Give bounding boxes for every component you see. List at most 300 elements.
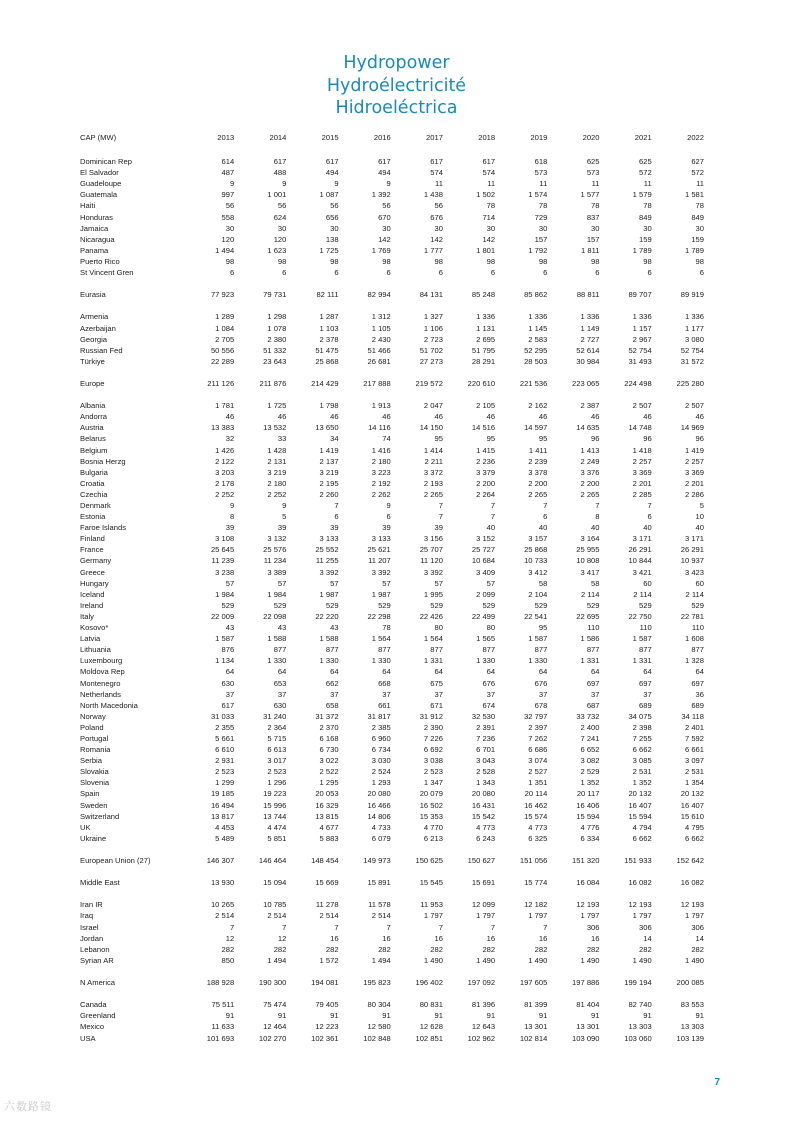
table-cell: 2 105 [476, 401, 496, 411]
table-cell: 2 260 [319, 489, 339, 499]
table-cell: 1 789 [684, 245, 704, 255]
row-label: Jamaica [80, 223, 109, 233]
table-row [80, 445, 704, 456]
table-cell: 1 298 [267, 312, 287, 322]
table-cell: 617 [482, 157, 496, 167]
table-cell: 3 133 [371, 534, 391, 544]
table-cell: 46 [434, 412, 443, 422]
table-row [80, 910, 704, 921]
table-cell: 9 [282, 501, 287, 510]
table-cell: 1 564 [371, 634, 391, 644]
table-cell: 15 691 [471, 878, 496, 888]
table-cell: 2 378 [319, 334, 339, 344]
row-label: Sweden [80, 800, 108, 810]
table-cell: 572 [691, 168, 704, 178]
table-cell: 3 219 [319, 467, 339, 477]
table-cell: 2 529 [580, 767, 600, 777]
table-cell: 1 438 [423, 190, 443, 200]
table-cell: 3 108 [215, 534, 235, 544]
table-row [80, 855, 704, 866]
table-cell: 148 454 [311, 856, 339, 865]
table-cell: 2 727 [580, 334, 600, 344]
table-cell: 1 354 [684, 778, 704, 788]
table-cell: 25 727 [471, 545, 496, 555]
table-row [80, 922, 704, 933]
table-cell: 9 [386, 501, 391, 510]
table-cell: 617 [430, 157, 443, 167]
table-cell: 98 [486, 256, 496, 266]
table-cell: 3 238 [215, 567, 235, 577]
row-label: Jordan [80, 933, 104, 943]
table-cell: 494 [378, 168, 391, 178]
table-cell: 1 411 [528, 445, 548, 455]
table-cell: 22 695 [576, 611, 600, 621]
table-cell: 529 [534, 600, 548, 610]
table-cell: 1 798 [319, 401, 339, 411]
table-cell: 197 605 [519, 978, 548, 988]
table-cell: 57 [330, 578, 339, 588]
table-cell: 1 579 [632, 190, 652, 200]
table-cell: 282 [639, 944, 652, 954]
table-cell: 80 304 [367, 1000, 391, 1010]
table-cell: 3 379 [476, 467, 496, 477]
table-cell: 2 180 [371, 456, 391, 466]
table-cell: 617 [221, 700, 235, 710]
table-row [80, 167, 704, 178]
table-row [80, 378, 704, 389]
table-cell: 573 [586, 168, 600, 178]
table-cell: 7 [282, 922, 287, 932]
table-cell: 2 723 [423, 334, 443, 344]
table-cell: 11 278 [315, 900, 339, 910]
table-cell: 28 503 [524, 356, 548, 366]
table-cell: 3 372 [423, 467, 443, 477]
table-cell: 1 106 [423, 323, 443, 333]
table-cell: 1 351 [528, 778, 548, 788]
table-cell: 1 087 [319, 190, 339, 200]
table-cell: 14 [695, 933, 704, 943]
table-cell: 1 336 [684, 312, 704, 322]
table-cell: 877 [430, 645, 443, 655]
table-cell: 2 257 [632, 456, 652, 466]
table-cell: 98 [277, 256, 287, 266]
table-cell: 43 [330, 623, 339, 633]
table-cell: 2 397 [528, 722, 548, 732]
table-cell: 151 320 [572, 856, 600, 865]
table-cell: 529 [221, 600, 235, 610]
table-cell: 1 352 [580, 778, 600, 788]
table-cell: 6 960 [371, 733, 391, 743]
row-label: Syrian AR [80, 955, 114, 965]
table-cell: 31 033 [210, 711, 235, 721]
table-row [80, 500, 704, 511]
table-cell: 194 081 [311, 978, 339, 988]
table-cell: 7 226 [423, 733, 443, 743]
table-cell: 15 774 [524, 878, 548, 888]
table-row [80, 544, 704, 555]
table-cell: 1 336 [580, 312, 600, 322]
table-cell: 3 369 [684, 467, 704, 477]
table-cell: 25 621 [367, 545, 391, 555]
table-cell: 103 139 [676, 1033, 704, 1043]
table-cell: 687 [586, 700, 600, 710]
table-cell: 3 156 [423, 534, 443, 544]
table-cell: 2 531 [632, 767, 652, 777]
table-cell: 157 [534, 234, 548, 244]
year-header: 2013 [217, 133, 235, 142]
table-cell: 11 [435, 179, 443, 189]
table-cell: 30 [382, 223, 391, 233]
table-cell: 32 797 [524, 711, 548, 721]
table-cell: 3 022 [319, 756, 339, 766]
table-cell: 282 [325, 944, 339, 954]
table-row [80, 289, 704, 300]
table-cell: 15 891 [367, 878, 391, 888]
table-cell: 1 157 [632, 323, 652, 333]
table-cell: 282 [430, 944, 443, 954]
row-label: Montenegro [80, 678, 121, 688]
row-label: Ireland [80, 600, 104, 610]
table-cell: 529 [273, 600, 287, 610]
table-cell: 19 185 [210, 789, 235, 799]
table-cell: 46 [330, 412, 339, 422]
table-cell: 877 [482, 645, 496, 655]
table-cell: 2 931 [215, 756, 235, 766]
table-cell: 13 817 [210, 811, 235, 821]
table-cell: 46 [382, 412, 391, 422]
table-cell: 12 [277, 933, 287, 943]
table-cell: 98 [330, 256, 339, 266]
table-cell: 1 331 [580, 656, 600, 666]
table-cell: 37 [538, 689, 548, 699]
table-cell: 64 [382, 667, 391, 677]
table-cell: 110 [691, 623, 704, 633]
table-cell: 627 [691, 157, 704, 167]
table-row [80, 178, 704, 189]
table-cell: 1 490 [528, 955, 548, 965]
table-cell: 674 [482, 700, 496, 710]
table-cell: 282 [534, 944, 548, 954]
table-cell: 5 883 [319, 833, 339, 843]
row-label: Honduras [80, 212, 113, 222]
table-cell: 8 [595, 512, 600, 522]
group-spacer [80, 367, 704, 378]
table-cell: 102 848 [363, 1033, 391, 1043]
table-cell: 188 928 [206, 978, 235, 988]
table-cell: 51 702 [419, 345, 443, 355]
table-cell: 11 [696, 179, 704, 189]
table-row [80, 156, 704, 167]
table-cell: 98 [591, 256, 600, 266]
table-cell: 529 [430, 600, 443, 610]
table-cell: 877 [534, 645, 548, 655]
table-cell: 30 984 [576, 356, 600, 366]
table-cell: 2 380 [267, 334, 287, 344]
table-cell: 56 [434, 201, 443, 211]
table-cell: 1 330 [319, 656, 339, 666]
row-label: Guatemala [80, 190, 118, 200]
table-cell: 89 919 [680, 290, 704, 300]
table-cell: 1 588 [267, 634, 287, 644]
table-cell: 689 [691, 700, 704, 710]
table-row [80, 467, 704, 478]
table-cell: 1 416 [371, 445, 391, 455]
table-cell: 2 527 [528, 767, 548, 777]
table-cell: 11 953 [420, 900, 443, 910]
table-cell: 57 [434, 578, 443, 588]
table-cell: 26 291 [628, 545, 652, 555]
table-cell: 7 [334, 501, 339, 510]
table-cell: 30 [591, 223, 600, 233]
table-cell: 43 [277, 623, 287, 633]
table-cell: 729 [534, 212, 548, 222]
table-cell: 39 [434, 523, 443, 533]
table-cell: 6 [386, 268, 391, 278]
table-cell: 624 [273, 212, 287, 222]
table-cell: 1 797 [476, 911, 496, 921]
group-spacer [80, 988, 704, 999]
table-row [80, 811, 704, 822]
table-cell: 2 391 [476, 722, 496, 732]
table-cell: 3 085 [632, 756, 652, 766]
table-cell: 3 219 [267, 467, 287, 477]
table-cell: 20 080 [471, 789, 496, 799]
row-label: Romania [80, 745, 111, 755]
table-cell: 529 [378, 600, 391, 610]
table-cell: 7 262 [528, 733, 548, 743]
table-cell: 1 295 [319, 778, 339, 788]
table-cell: 149 973 [363, 856, 391, 865]
table-cell: 96 [695, 434, 704, 444]
table-cell: 58 [591, 578, 600, 588]
table-cell: 3 097 [684, 756, 704, 766]
table-cell: 1 587 [528, 634, 548, 644]
table-cell: 11 [539, 179, 548, 189]
table-cell: 529 [691, 600, 704, 610]
table-cell: 37 [330, 689, 339, 699]
table-cell: 617 [378, 157, 391, 167]
table-cell: 5 661 [215, 733, 235, 743]
table-cell: 91 [382, 1011, 391, 1021]
table-cell: 102 814 [519, 1033, 548, 1043]
table-cell: 3 171 [684, 534, 704, 544]
table-cell: 997 [221, 190, 235, 200]
table-cell: 40 [591, 523, 600, 533]
table-cell: 2 514 [267, 911, 287, 921]
table-cell: 211 126 [207, 378, 235, 388]
table-cell: 6 [543, 512, 548, 522]
table-cell: 85 248 [471, 290, 496, 300]
table-cell: 1 789 [632, 245, 652, 255]
table-cell: 1 984 [267, 589, 287, 599]
table-cell: 2 262 [371, 489, 391, 499]
table-cell: 51 475 [315, 345, 339, 355]
table-cell: 103 090 [572, 1033, 600, 1043]
table-cell: 1 797 [684, 911, 704, 921]
table-cell: 7 236 [476, 733, 496, 743]
table-cell: 3 392 [319, 567, 339, 577]
row-label: Europe [80, 378, 105, 388]
row-label: Georgia [80, 334, 108, 344]
table-row [80, 456, 704, 467]
table-cell: 6 692 [423, 745, 443, 755]
table-cell: 91 [277, 1011, 287, 1021]
table-cell: 4 773 [528, 822, 548, 832]
row-label: Iceland [80, 589, 105, 599]
group-spacer [80, 844, 704, 855]
table-cell: 877 [639, 645, 652, 655]
table-cell: 2 390 [423, 722, 443, 732]
table-cell: 2 137 [319, 456, 339, 466]
table-cell: 78 [643, 201, 652, 211]
table-cell: 2 265 [423, 489, 443, 499]
table-cell: 14 597 [524, 423, 548, 433]
table-cell: 2 211 [424, 456, 443, 466]
row-label: Eurasia [80, 290, 106, 300]
table-cell: 81 404 [576, 1000, 600, 1010]
table-cell: 10 265 [210, 900, 235, 910]
table-cell: 12 193 [628, 900, 652, 910]
table-cell: 1 913 [371, 401, 391, 411]
table-cell: 7 [490, 922, 496, 932]
table-cell: 52 754 [680, 345, 704, 355]
table-cell: 16 [538, 933, 548, 943]
row-label: Slovenia [80, 778, 110, 788]
table-cell: 4 677 [319, 822, 339, 832]
table-cell: 98 [643, 256, 652, 266]
table-cell: 20 132 [680, 789, 704, 799]
group-spacer [80, 966, 704, 977]
row-label: Haiti [80, 201, 96, 211]
table-cell: 1 289 [215, 312, 235, 322]
table-cell: 46 [695, 412, 704, 422]
table-cell: 7 [438, 512, 443, 522]
table-cell: 14 635 [576, 423, 600, 433]
table-cell: 1 415 [476, 445, 496, 455]
table-cell: 31 572 [680, 356, 704, 366]
table-cell: 1 331 [632, 656, 652, 666]
table-cell: 14 116 [368, 423, 391, 433]
table-cell: 95 [434, 434, 443, 444]
row-label: Portugal [80, 733, 109, 743]
table-cell: 2 114 [581, 589, 600, 599]
table-row [80, 256, 704, 267]
table-cell: 25 645 [210, 545, 235, 555]
table-cell: 199 194 [624, 978, 652, 988]
table-cell: 2 523 [215, 767, 235, 777]
table-row [80, 356, 704, 367]
table-cell: 120 [221, 234, 235, 244]
table-cell: 16 [330, 933, 339, 943]
row-label: Armenia [80, 312, 109, 322]
table-cell: 1 336 [632, 312, 652, 322]
table-cell: 2 264 [476, 489, 496, 499]
table-cell: 282 [586, 944, 600, 954]
table-cell: 16 462 [524, 800, 548, 810]
table-cell: 64 [643, 667, 652, 677]
table-cell: 1 777 [423, 245, 443, 255]
group-spacer [80, 278, 704, 289]
row-label: Kosovo* [80, 623, 109, 633]
table-cell: 102 851 [415, 1033, 443, 1043]
table-cell: 60 [643, 578, 652, 588]
table-cell: 877 [378, 645, 391, 655]
table-cell: 10 [695, 512, 704, 522]
row-label: Austria [80, 423, 104, 433]
table-cell: 16 [382, 933, 391, 943]
table-cell: 494 [325, 168, 339, 178]
table-cell: 16 [591, 933, 600, 943]
table-cell: 22 499 [471, 611, 496, 621]
table-cell: 2 200 [528, 478, 548, 488]
table-cell: 78 [591, 201, 600, 211]
table-cell: 95 [538, 623, 548, 633]
table-cell: 2 507 [684, 401, 704, 411]
table-cell: 1 331 [423, 656, 443, 666]
table-cell: 4 773 [476, 822, 496, 832]
table-cell: 1 792 [528, 245, 548, 255]
table-cell: 3 038 [423, 756, 443, 766]
table-cell: 214 429 [311, 378, 339, 388]
table-cell: 6 [543, 268, 548, 278]
table-cell: 98 [382, 256, 391, 266]
table-cell: 56 [330, 201, 339, 211]
table-cell: 714 [482, 212, 496, 222]
table-cell: 1 797 [580, 911, 600, 921]
table-cell: 670 [378, 212, 391, 222]
table-cell: 20 079 [419, 789, 443, 799]
table-row [80, 622, 704, 633]
table-cell: 2 583 [528, 334, 548, 344]
table-cell: 78 [382, 623, 391, 633]
table-cell: 3 017 [267, 756, 287, 766]
table-cell: 57 [382, 578, 391, 588]
table-cell: 3 043 [476, 756, 496, 766]
row-label: France [80, 545, 104, 555]
row-label: Hungary [80, 578, 109, 588]
row-label: Croatia [80, 478, 105, 488]
table-cell: 25 707 [419, 545, 443, 555]
table-header-row [80, 131, 704, 145]
table-cell: 3 152 [476, 534, 496, 544]
row-label: Moldova Rep [80, 667, 125, 677]
table-cell: 1 490 [684, 955, 704, 965]
table-cell: 574 [482, 168, 496, 178]
table-cell: 2 514 [215, 911, 235, 921]
table-row [80, 777, 704, 788]
table-cell: 488 [273, 168, 287, 178]
table-cell: 11 633 [211, 1022, 235, 1032]
table-cell: 16 466 [367, 800, 391, 810]
table-cell: 3 376 [580, 467, 600, 477]
table-row [80, 433, 704, 444]
table-cell: 11 [487, 179, 496, 189]
table-cell: 1 352 [632, 778, 652, 788]
table-cell: 2 364 [267, 722, 287, 732]
table-cell: 11 207 [368, 556, 391, 566]
table-cell: 6 730 [319, 745, 339, 755]
table-cell: 110 [587, 623, 600, 633]
table-cell: 3 389 [267, 567, 287, 577]
table-cell: 101 693 [206, 1033, 235, 1043]
table-row [80, 589, 704, 600]
table-cell: 7 [490, 501, 496, 510]
table-cell: 1 347 [423, 778, 443, 788]
table-cell: 5 489 [215, 833, 235, 843]
table-row [80, 411, 704, 422]
row-label: Serbia [80, 756, 102, 766]
table-cell: 31 372 [315, 711, 339, 721]
